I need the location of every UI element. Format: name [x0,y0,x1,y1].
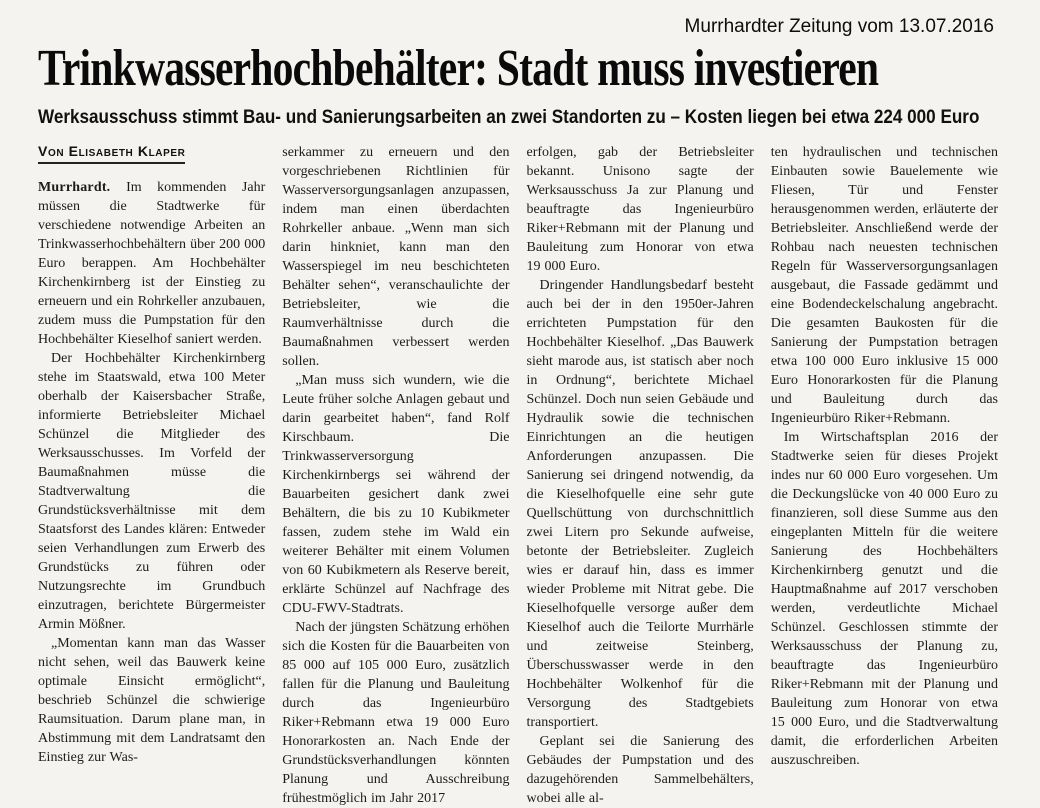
article-paragraph: serkammer zu erneuern und den vorgeschriebenen Richtlinien für Wasserversorgungsanlagen anzupassen, indem man einen überdachten Rohrkeller anbaue. „Wenn man sich darin hinkniet, kann man den Wasserspiegel im neu beschichteten Behälter sehen“, veranschaulichte der Betriebsleiter, wie die Raumverhältnisse durch die Baumaßnahmen verbessert werden sollen. [282,145,510,370]
article-paragraph: Geplant sei die Sanierung des Gebäudes der Pumpstation und des dazugehörenden Sammelbehälters, wobei alle al- [526,734,754,807]
article-column-3 [527,143,754,808]
article-paragraph: Der Hochbehälter Kirchenkirnberg stehe im Staatswald, etwa 100 Meter oberhalb der Kaisersbacher Straße, informierte Betriebsleiter Michael Schünzel die Mitglieder des Werksausschusses. Im Vorfeld der Baumaßnahmen müsse die Stadtverwaltung die Grundstücksverhältnisse mit dem Staatsforst des Landes klären: Entweder seien Verhandlungen zum Erwerb des Grundstücks zu führen oder Nutzungsrechte im Grundbuch einzutragen, berichtete Bürgermeister Armin Mößner. [38,350,266,632]
newspaper-masthead: Murrhardter Zeitung vom 13.07.2016 [684,16,994,37]
article-byline: Von Elisabeth Klaper [38,144,185,163]
article-paragraph: „Momentan kann man das Wasser nicht sehen, weil das Bauwerk keine optimale Einsicht ermöglicht“, beschrieb Schünzel die schwierige Raumsituation. Darum plane man, in Abstimmung mit dem Landratsamt den Einstieg zur Was- [38,635,266,765]
article-paragraph: Im Wirtschaftsplan 2016 der Stadtwerke seien für dieses Projekt indes nur 60 000 Euro vorgesehen. Um die Deckungslücke von 40 000 Euro zu finanzieren, soll diese Summe aus den eingeplanten Mitteln für die weitere Sanierung des Hochbehälters Kirchenkirnberg genutzt und die Hauptmaßnahme auf 2017 verschoben werden, verdeutlichte Michael Schünzel. Geschlossen stimmte der Werksausschuss der Planung zu, beauftragte das Ingenieurbüro Riker+Rebmann mit der Planung und Bauleitung zum Honorar von etwa 15 000 Euro, und die Stadtverwaltung damit, die erforderlichen Arbeiten auszuschreiben. [770,430,998,769]
article-body [38,143,998,808]
article-subheadline: Werksausschuss stimmt Bau- und Sanierungsarbeiten an zwei Standorten zu – Kosten liegen bei etwa 224 000 Euro [38,106,980,128]
article-column-1 [38,143,265,766]
article-paragraph: erfolgen, gab der Betriebsleiter bekannt. Unisono sagte der Werksausschuss Ja zur Planung und beauftragte das Ingenieurbüro Riker+Rebmann mit der Planung und Bauleitung zum Honorar von etwa 19 000 Euro. [526,145,754,275]
article-paragraph: „Man muss sich wundern, wie die Leute früher solche Anlagen gebaut und darin gearbeitet haben“, fand Rolf Kirschbaum. Die Trinkwasserversorgung Kirchenkirnbergs sei während der Bauarbeiten gesichert dank zwei Behältern, die bis zu 10 Kubikmeter fassen, zudem stehe im Wald ein weiterer Behälter mit einem Volumen von 60 Kubikmetern als Reserve bereit, erklärte Schünzel auf Nachfrage des CDU-FWV-Stadtrats. [282,373,510,617]
article-headline: Trinkwasserhochbehälter: Stadt muss investieren [38,40,879,97]
article-paragraph: Dringender Handlungsbedarf besteht auch bei der in den 1950er-Jahren errichteten Pumpstation für den Hochbehälter Kieselhof. „Das Bauwerk sieht marode aus, ist statisch aber noch in Ordnung“, berichtete Michael Schünzel. Doch nun seien Gebäude und Hydraulik sowie die technischen Einrichtungen an die heutigen Anforderungen anzupassen. Die Sanierung sei dringend notwendig, da die Kieselhofquelle eine sehr gute Quellschüttung von durchschnittlich zwei Litern pro Sekunde aufweise, betonte der Betriebsleiter. Zugleich wies er darauf hin, dass es immer wieder Probleme mit Nitrat gebe. Die Kieselhofquelle versorge außer dem Kieselhof auch die Teilorte Murrhärle und zeitweise Steinberg, Überschusswasser werde in den Hochbehälter Wolkenhof für die Versorgung des Stadtgebiets transportiert. [526,278,754,731]
article-paragraph: ten hydraulischen und technischen Einbauten sowie Bauelemente wie Fliesen, Tür und Fenster herausgenommen werden, erläuterte der Betriebsleiter. Anschließend werde der Rohbau nach neuesten technischen Regeln für Wasserversorgungsanlagen ausgebaut, die Fassade gedämmt und eine Bodendeckelschalung angebracht. Die gesamten Baukosten für die Sanierung der Pumpstation betragen etwa 100 000 Euro inklusive 15 000 Euro Honorarkosten für die Planung und Bauleitung durch das Ingenieurbüro Riker+Rebmann. [770,145,998,427]
article-column-2 [282,143,509,808]
article-paragraph: Nach der jüngsten Schätzung erhöhen sich die Kosten für die Bauarbeiten von 85 000 auf 105 000 Euro, zusätzlich fallen für die Planung und Bauleitung durch das Ingenieurbüro Riker+Rebmann etwa 19 000 Euro Honorarkosten an. Nach Ende der Grundstücksverhandlungen könnten Planung und Ausschreibung frühestmöglich im Jahr 2017 [282,620,510,807]
article-dateline: Murrhardt. [38,179,127,195]
article-column-4 [771,143,998,770]
article-paragraph: Murrhardt. Im kommenden Jahr müssen die Stadtwerke für verschiedene notwendige Arbeiten an Trinkwasserhochbehältern über 200 000 Euro berappen. Am Hochbehälter Kirchenkirnberg ist der Einstieg zu erneuern und ein Rohrkeller anzubauen, zudem muss die Pumpstation für den Hochbehälter Kieselhof saniert werden. [38,179,266,347]
